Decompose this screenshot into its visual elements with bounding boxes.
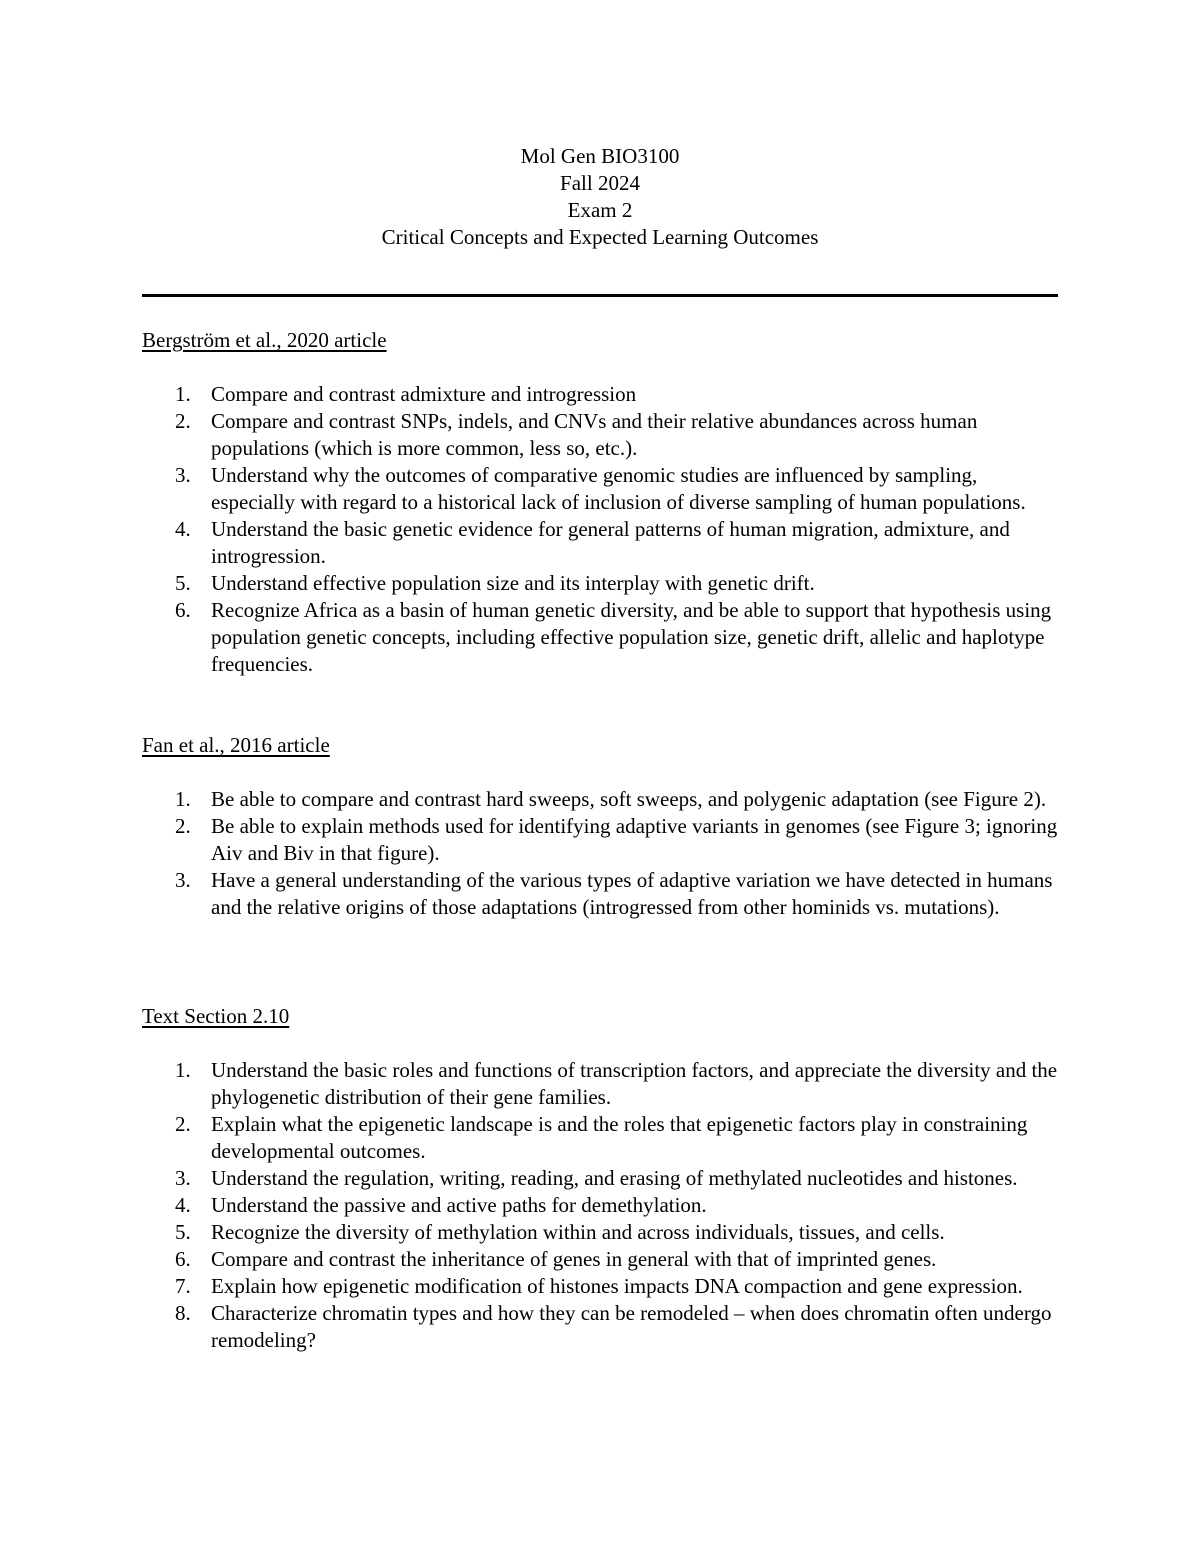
list-item [142, 408, 1058, 462]
list-number: 7. [175, 1274, 191, 1298]
list-item-text: Characterize chromatin types and how they can be remodeled – when does chromatin often undergo remodeling? [211, 1301, 1052, 1352]
list-item [142, 1219, 1058, 1246]
list-number: 6. [175, 598, 191, 622]
list-item [142, 597, 1058, 678]
list-number: 5. [175, 571, 191, 595]
list-number: 2. [175, 814, 191, 838]
section-text-2-10 [142, 1003, 1058, 1354]
horizontal-rule [142, 294, 1058, 297]
list-item-text: Compare and contrast admixture and introgression [211, 382, 637, 406]
course-title: Mol Gen BIO3100 [520, 144, 680, 168]
list-item-text: Be able to compare and contrast hard sweeps, soft sweeps, and polygenic adaptation (see Figure 2). [211, 787, 1047, 811]
list-number: 1. [175, 1058, 191, 1082]
list-item [142, 1246, 1058, 1273]
list-number: 2. [175, 409, 191, 433]
list-item [142, 1057, 1058, 1111]
section-title: Text Section 2.10 [142, 1004, 290, 1028]
list-number: 4. [175, 517, 191, 541]
list-number: 3. [175, 463, 191, 487]
list-number: 4. [175, 1193, 191, 1217]
list-item [142, 1111, 1058, 1165]
list-item-text: Understand the basic genetic evidence for general patterns of human migration, admixture, and introgression. [211, 517, 1010, 568]
list-item-text: Explain how epigenetic modification of histones impacts DNA compaction and gene expression. [211, 1274, 1023, 1298]
section-title: Bergström et al., 2020 article [142, 328, 387, 352]
list-number: 3. [175, 1166, 191, 1190]
term: Fall 2024 [560, 171, 640, 195]
list-item [142, 1273, 1058, 1300]
list-number: 3. [175, 868, 191, 892]
list-item-text: Compare and contrast the inheritance of genes in general with that of imprinted genes. [211, 1247, 937, 1271]
list-item-text: Be able to explain methods used for identifying adaptive variants in genomes (see Figure 3; ignoring Aiv and Biv in that figure). [211, 814, 1058, 865]
list-item [142, 1192, 1058, 1219]
list-item [142, 516, 1058, 570]
outcome-list [142, 786, 1058, 921]
list-item-text: Understand why the outcomes of comparative genomic studies are influenced by sampling, especially with regard to a historical lack of inclusion of diverse sampling of human populations. [211, 463, 1026, 514]
section-fan [142, 732, 1058, 921]
exam-title: Exam 2 [567, 198, 633, 222]
section-title: Fan et al., 2016 article [142, 733, 330, 757]
list-item [142, 570, 1058, 597]
list-number: 6. [175, 1247, 191, 1271]
list-item-text: Understand the regulation, writing, reading, and erasing of methylated nucleotides and histones. [211, 1166, 1018, 1190]
list-number: 2. [175, 1112, 191, 1136]
document-header [0, 143, 1200, 251]
list-item-text: Have a general understanding of the various types of adaptive variation we have detected in humans and the relative origins of those adaptations (introgressed from other hominids vs. mutations). [211, 868, 1053, 919]
list-item-text: Compare and contrast SNPs, indels, and CNVs and their relative abundances across human populations (which is more common, less so, etc.). [211, 409, 978, 460]
list-item-text: Understand effective population size and its interplay with genetic drift. [211, 571, 815, 595]
list-item [142, 813, 1058, 867]
list-item [142, 1300, 1058, 1354]
outcome-list [142, 1057, 1058, 1354]
list-item [142, 462, 1058, 516]
list-item [142, 786, 1058, 813]
list-number: 1. [175, 787, 191, 811]
list-item-text: Recognize the diversity of methylation within and across individuals, tissues, and cells. [211, 1220, 945, 1244]
list-number: 1. [175, 382, 191, 406]
list-number: 5. [175, 1220, 191, 1244]
list-item-text: Understand the passive and active paths for demethylation. [211, 1193, 707, 1217]
list-item [142, 1165, 1058, 1192]
list-number: 8. [175, 1301, 191, 1325]
list-item-text: Explain what the epigenetic landscape is and the roles that epigenetic factors play in constraining developmental outcomes. [211, 1112, 1028, 1163]
outcome-list [142, 381, 1058, 678]
list-item [142, 381, 1058, 408]
document-subtitle: Critical Concepts and Expected Learning Outcomes [381, 225, 819, 249]
list-item-text: Understand the basic roles and functions of transcription factors, and appreciate the diversity and the phylogenetic distribution of their gene families. [211, 1058, 1058, 1109]
section-bergstrom [142, 327, 1058, 678]
list-item [142, 867, 1058, 921]
list-item-text: Recognize Africa as a basin of human genetic diversity, and be able to support that hypothesis using population genetic concepts, including effective population size, genetic drift, allelic and haplotype frequencies. [211, 598, 1052, 676]
